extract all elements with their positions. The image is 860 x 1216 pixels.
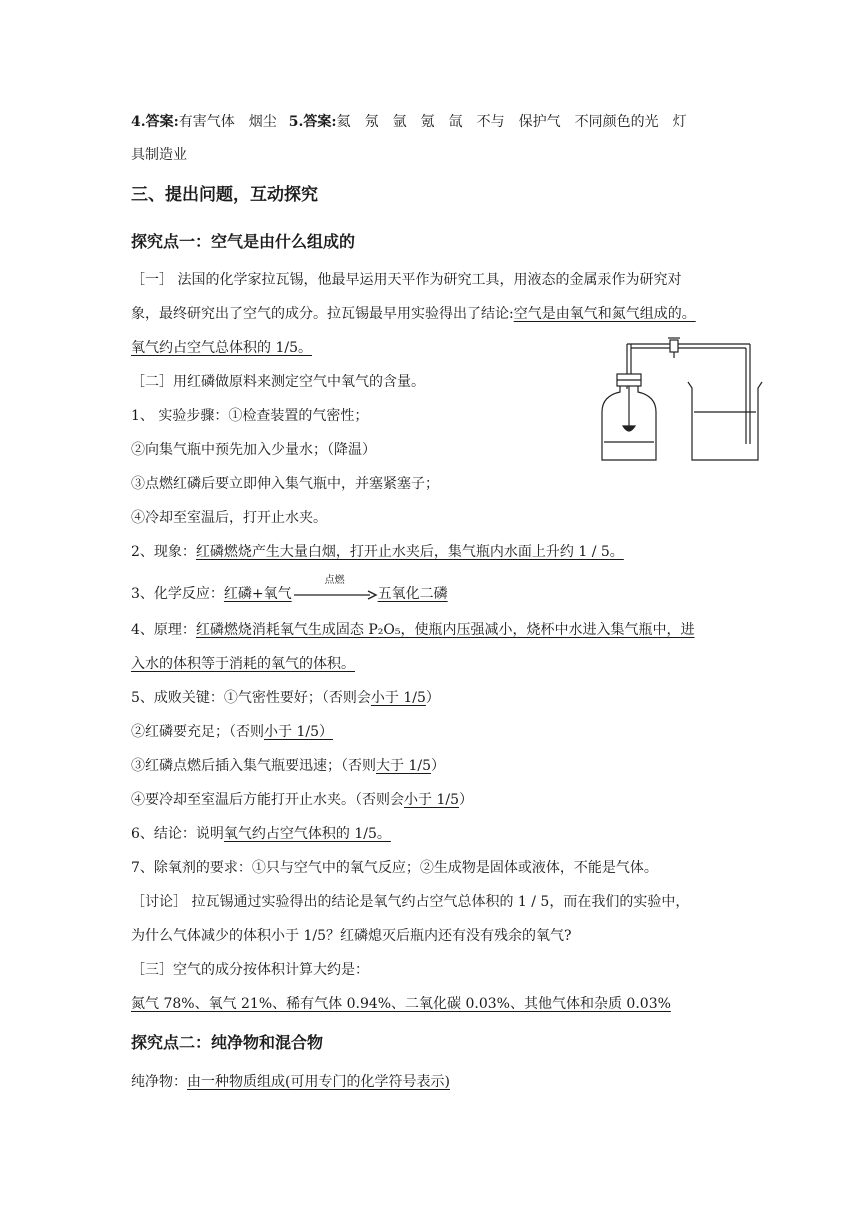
principle-line-2: 入水的体积等于消耗的氧气的体积。 [131, 656, 355, 672]
reaction-label: 3、化学反应： [131, 586, 224, 602]
phenomenon-line [131, 542, 624, 562]
discussion-line-2: 为什么气体减少的体积小于 1/5？红磷熄灭后瓶内还有没有残余的氧气? [131, 928, 572, 944]
key-3-result: 大于 1/5 [376, 758, 431, 774]
composition-line: 氮气 78%、氧气 21%、稀有气体 0.94%、二氧化碳 0.03%、其他气体和杂质 0.03% [131, 996, 671, 1012]
conclusion-text: 氧气约占空气体积的 1/5。 [223, 826, 391, 842]
key-3-text: ③红磷点燃后插入集气瓶要迅速；（否则 [131, 758, 376, 774]
answer-4-text: 有害气体 烟尘 [178, 114, 277, 130]
key-line-1 [131, 688, 440, 708]
key-line-4 [131, 790, 473, 810]
reaction-arrow [292, 575, 378, 604]
principle-text-1: 红磷燃烧消耗氧气生成固态 P₂O₅，使瓶内压强减小，烧杯中水进入集气瓶中，进 [195, 622, 695, 638]
key-label: 5、成败关键：①气密性要好；（否则会 [131, 690, 371, 706]
answer-5-label: 5.答案: [288, 114, 337, 130]
answer-4-label: 4.答案: [131, 114, 179, 130]
key-1-result: 小于 1/5 [370, 690, 426, 706]
key-2-text: ②红磷要充足；（否则 [131, 724, 264, 740]
key-line-2 [131, 722, 333, 742]
section-title: 三、提出问题，互动探究 [131, 185, 318, 205]
answer-line-2: 具制造业 [131, 147, 187, 163]
paragraph-1-text: 象，最终研究出了空气的成分。拉瓦锡最早用实验得出了结论: [131, 306, 514, 322]
phenomenon-label: 2、现象： [131, 544, 196, 560]
paragraph-1-line-1: ［一］ 法国的化学家拉瓦锡，他最早运用天平作为研究工具，用液态的金属汞作为研究对 [131, 272, 682, 288]
paragraph-1-line-3: 氧气约占空气总体积的 1/5。 [131, 340, 312, 356]
answer-5-text: 氦 氖 氩 氪 氙 不与 保护气 不同颜色的光 灯 [336, 114, 687, 130]
point1-title: 探究点一：空气是由什么组成的 [131, 232, 356, 251]
paragraph-2-title: ［二］用红磷做原料来测定空气中氧气的含量。 [131, 374, 425, 390]
key-2-result: 小于 1/5） [264, 724, 333, 740]
step-1: 1、 实验步骤：①检查装置的气密性； [131, 408, 369, 424]
key-3-end: ） [430, 758, 445, 774]
reaction-line [131, 575, 448, 604]
step-2: ②向集气瓶中预先加入少量水；（降温） [131, 442, 376, 458]
principle-label: 4、原理： [131, 622, 196, 638]
key-1-end: ） [425, 690, 440, 706]
phenomenon-text: 红磷燃烧产生大量白烟，打开止水夹后，集气瓶内水面上升约 1 / 5。 [195, 544, 624, 560]
key-4-result: 小于 1/5 [404, 792, 459, 808]
paragraph-3-title: ［三］空气的成分按体积计算大约是： [131, 962, 369, 978]
key-line-3 [131, 756, 445, 776]
pure-substance-label: 纯净物： [131, 1074, 187, 1090]
reaction-product: 五氧化二磷 [377, 586, 448, 602]
conclusion-label: 6、结论：说明 [131, 826, 224, 842]
paragraph-1-conclusion: 空气是由氧气和氮气组成的。 [513, 306, 696, 322]
reaction-reactants: 红磷+氧气 [223, 586, 292, 602]
principle-line-1 [131, 620, 695, 640]
discussion-line-1: ［讨论］ 拉瓦锡通过实验得出的结论是氧气约占空气总体积的 1 / 5，而在我们的实验中， [131, 894, 690, 910]
answer-line-1 [131, 112, 687, 132]
key-4-text: ④要冷却至室温后方能打开止水夹。（否则会 [131, 792, 404, 808]
step-4: ④冷却至室温后，打开止水夹。 [131, 510, 327, 526]
pure-substance-definition: 由一种物质组成(可用专门的化学符号表示) [187, 1074, 450, 1090]
pure-substance-line [131, 1072, 450, 1092]
apparatus-diagram [600, 334, 770, 464]
key-4-end: ） [458, 792, 473, 808]
conclusion-line [131, 824, 391, 844]
point2-title: 探究点二：纯净物和混合物 [131, 1033, 324, 1052]
reaction-condition: 点燃 [324, 575, 345, 586]
step-3: ③点燃红磷后要立即伸入集气瓶中，并塞紧塞子； [131, 476, 439, 492]
deoxidizer-line: 7、除氧剂的要求：①只与空气中的氧气反应；②生成物是固体或液体，不能是气体。 [131, 860, 658, 876]
paragraph-1-line-2 [131, 304, 696, 324]
